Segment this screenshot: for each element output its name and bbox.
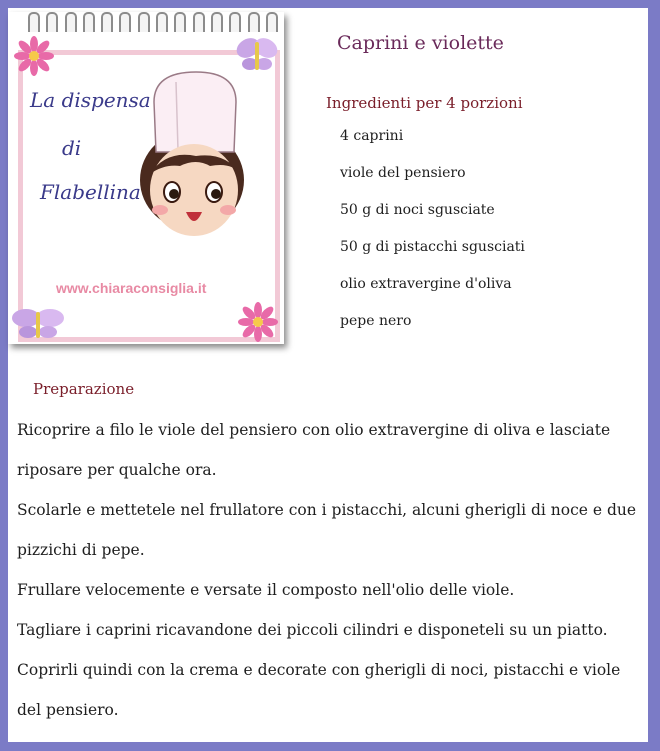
spiral-ring-icon: [193, 12, 205, 32]
ingredient-item: viole del pensiero: [340, 165, 466, 181]
spiral-ring-icon: [138, 12, 150, 32]
preparation-line: pizzichi di pepe.: [17, 541, 145, 559]
spiral-ring-icon: [156, 12, 168, 32]
pink-flower-icon: [14, 36, 54, 76]
preparation-line: riposare per qualche ora.: [17, 461, 217, 479]
ingredients-list: [340, 128, 525, 350]
spiral-ring-icon: [101, 12, 113, 32]
spiral-ring-icon: [174, 12, 186, 32]
ingredient-item: 50 g di pistacchi sgusciati: [340, 239, 525, 255]
preparation-line: Scolarle e mettetele nel frullatore con i pistacchi, alcuni gherigli di noce e due: [17, 501, 637, 519]
spiral-ring-icon: [119, 12, 131, 32]
preparation-line: del pensiero.: [17, 701, 119, 719]
spiral-ring-icon: [65, 12, 77, 32]
ingredients-heading: Ingredienti per 4 porzioni: [326, 94, 523, 112]
ingredient-item: olio extravergine d'oliva: [340, 276, 512, 292]
recipe-page: [8, 8, 648, 742]
spiral-ring-icon: [83, 12, 95, 32]
ingredient-item: 50 g di noci sgusciate: [340, 202, 495, 218]
spiral-ring-icon: [248, 12, 260, 32]
butterfly-icon: [10, 304, 66, 344]
preparation-line: Frullare velocemente e versate il composto nell'olio delle viole.: [17, 581, 515, 599]
card-url: www.chiaraconsiglia.it: [56, 280, 207, 296]
ingredient-item: pepe nero: [340, 313, 412, 329]
spiral-ring-icon: [229, 12, 241, 32]
ingredient-item: 4 caprini: [340, 128, 404, 144]
preparation-text: [17, 410, 637, 730]
card-title-line1: La dispensa: [30, 88, 151, 112]
recipe-title: Caprini e violette: [337, 32, 504, 54]
pink-flower-icon: [238, 302, 278, 342]
spiral-ring-icon: [28, 12, 40, 32]
notepad-rings: [28, 12, 278, 34]
preparation-line: Tagliare i caprini ricavandone dei piccoli cilindri e disponeteli su un piatto.: [17, 621, 608, 639]
card-title-line2: di: [62, 136, 82, 160]
preparation-line: Ricoprire a filo le viole del pensiero con olio extravergine di oliva e lasciate: [17, 421, 611, 439]
spiral-ring-icon: [211, 12, 223, 32]
blog-logo-card: [8, 12, 284, 344]
spiral-ring-icon: [266, 12, 278, 32]
preparation-line: Coprirli quindi con la crema e decorate con gherigli di noci, pistacchi e viole: [17, 661, 621, 679]
spiral-ring-icon: [46, 12, 58, 32]
card-title-line3: Flabellina: [40, 180, 141, 204]
preparation-heading: Preparazione: [33, 380, 135, 398]
chef-girl-illustration: [136, 62, 276, 242]
